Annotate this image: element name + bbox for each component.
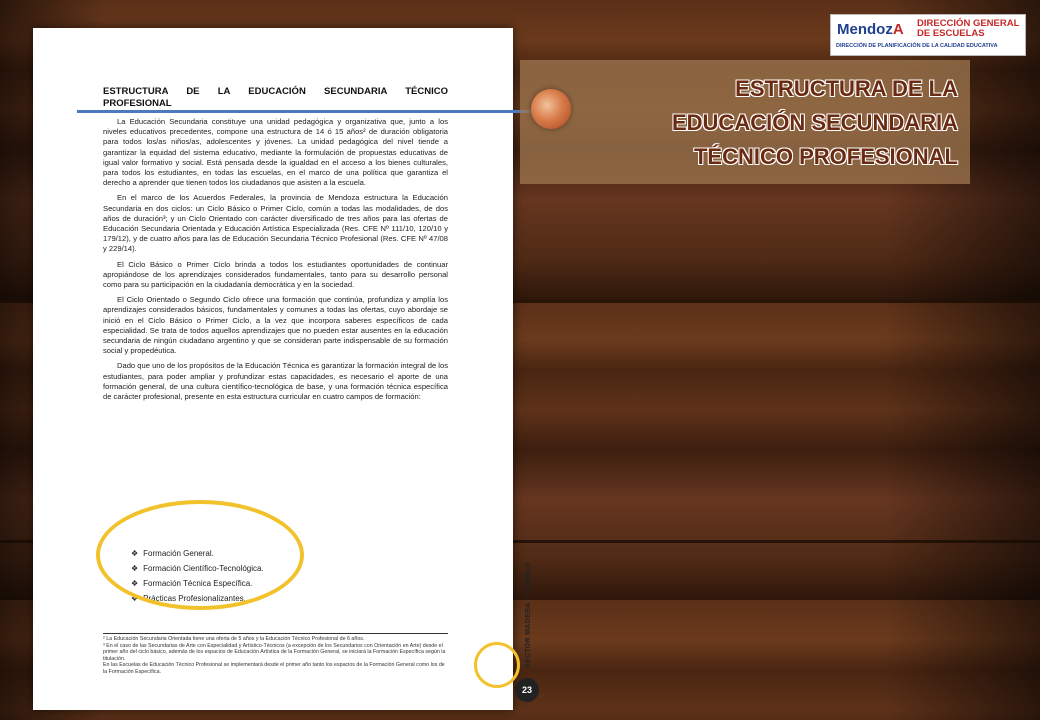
footnote: ³ En el caso de las Secundarias de Arte con Especialidad y Artístico-Técnicos (a excepción de los Secundarios con Orientación en Arte) desde el primer año del ciclo básico, además de los espacios de Educación Artística de la Formación General, se iniciará la Formación Específica según la titulación. — [103, 642, 446, 662]
slide-title-panel — [520, 60, 970, 184]
paragraph: La Educación Secundaria constituye una unidad pedagógica y organizativa que, junto a los niveles educativos precedentes, compone una estructura de 14 ó 15 años² de duración obligatoria para todos los/as niños/as, adolescentes y jóvenes. La unidad pedagógica del nivel tiende a garantizar la equidad del sistema educativo, mediante la formulación de propuestas educativas de igual valor formativo y social. Está pensada desde la igualdad en el acceso a los bienes culturales, para todos los estudiantes, en todas las escuelas, en el marco de una política que garantiza el derecho a aprender que tienen todos los ciudadanos que asisten a la escuela. — [103, 117, 448, 188]
logo-line-3: DIRECCIÓN DE PLANIFICACIÓN DE LA CALIDAD EDUCATIVA — [836, 43, 998, 49]
logo-mendoza-text: MendozA — [837, 21, 904, 38]
document-body — [103, 117, 448, 407]
list-item: ❖ Prácticas Profesionalizantes. — [131, 594, 246, 603]
highlight-ellipse — [96, 500, 304, 610]
paragraph: En el marco de los Acuerdos Federales, la provincia de Mendoza estructura la Educación Secundaria en dos ciclos: un Ciclo Básico o Primer Ciclo, común a todas las modalidades, de dos años de duración³; y un Ciclo Orientado con carácter diversificado de tres años para las ofertas de Educación Secundaria Orientada y Educación Artística Especializada (Res. CFE Nº 111/10, 120/10 y 179/12), y de cuatro años para las de Educación Secundaria Técnico Profesional (Res. CFE Nº 47/08 y 229/14). — [103, 193, 448, 254]
orb-icon — [531, 89, 571, 129]
logo-line-1: DIRECCIÓN GENERAL — [917, 18, 1020, 29]
paragraph: El Ciclo Orientado o Segundo Ciclo ofrece una formación que continúa, profundiza y amplía los aprendizajes considerados básicos, fundamentales y comunes a todas las ofertas, cuyo abordaje se inició en el Ciclo Básico o Primer Ciclo, a la vez que incorpora saberes específicos de cada especialidad. Se trata de todos aquellos aprendizajes que no pueden estar ausentes en la educación secundaria de ningún ciudadano argentino y que se consideran parte indispensable de su formación social y propedéutica. — [103, 295, 448, 356]
connector-line — [77, 110, 547, 113]
sector-side-label: SECTOR MADERA Y MUEBLE — [525, 562, 532, 668]
diamond-bullet-icon: ❖ — [131, 564, 139, 573]
document-page — [33, 28, 532, 710]
footnote: ² La Educación Secundaria Orientada tiene una oferta de 5 años y la Educación Técnico Profesional de 6 años. — [103, 636, 365, 642]
page-number-highlight-circle — [474, 642, 520, 688]
document-title-line-1: ESTRUCTURA DE LA EDUCACIÓN SECUNDARIA TÉCNICO — [103, 86, 448, 97]
diamond-bullet-icon: ❖ — [131, 549, 139, 558]
list-item: ❖ Formación General. — [131, 549, 214, 558]
paragraph: El Ciclo Básico o Primer Ciclo brinda a todos los estudiantes oportunidades de continuar apropiándose de los aprendizajes considerados fundamentales, tanto para su desarrollo personal como para su participación en la ciudadanía democrática y en la sociedad. — [103, 259, 448, 290]
paragraph: Dado que uno de los propósitos de la Educación Técnica es garantizar la formación integral de los estudiantes, para poder ampliar y profundizar estas capacidades, es necesario el aporte de una formación general, de una cultura científico-tecnológica de base, y una formación técnica específica de carácter profesional, presente en esta estructura curricular en cuatro campos de formación: — [103, 361, 448, 402]
slide-title: ESTRUCTURA DE LA EDUCACIÓN SECUNDARIA TÉCNICO PROFESIONAL — [671, 76, 958, 169]
footnotes — [103, 633, 448, 676]
diamond-bullet-icon: ❖ — [131, 579, 139, 588]
diamond-bullet-icon: ❖ — [131, 594, 139, 603]
document-title-line-2: PROFESIONAL — [103, 98, 172, 109]
list-item: ❖ Formación Técnica Específica. — [131, 579, 253, 588]
footnote: En las Escuelas de Educación Técnico Profesional se implementará desde el primer año tanto los espacios de la Formación General como los de la Formación Específica. — [103, 662, 445, 675]
mendoza-dge-logo — [830, 14, 1026, 56]
page-number: 23 — [515, 678, 539, 702]
logo-line-2: DE ESCUELAS — [917, 28, 985, 39]
list-item: ❖ Formación Científico-Tecnológica. — [131, 564, 264, 573]
